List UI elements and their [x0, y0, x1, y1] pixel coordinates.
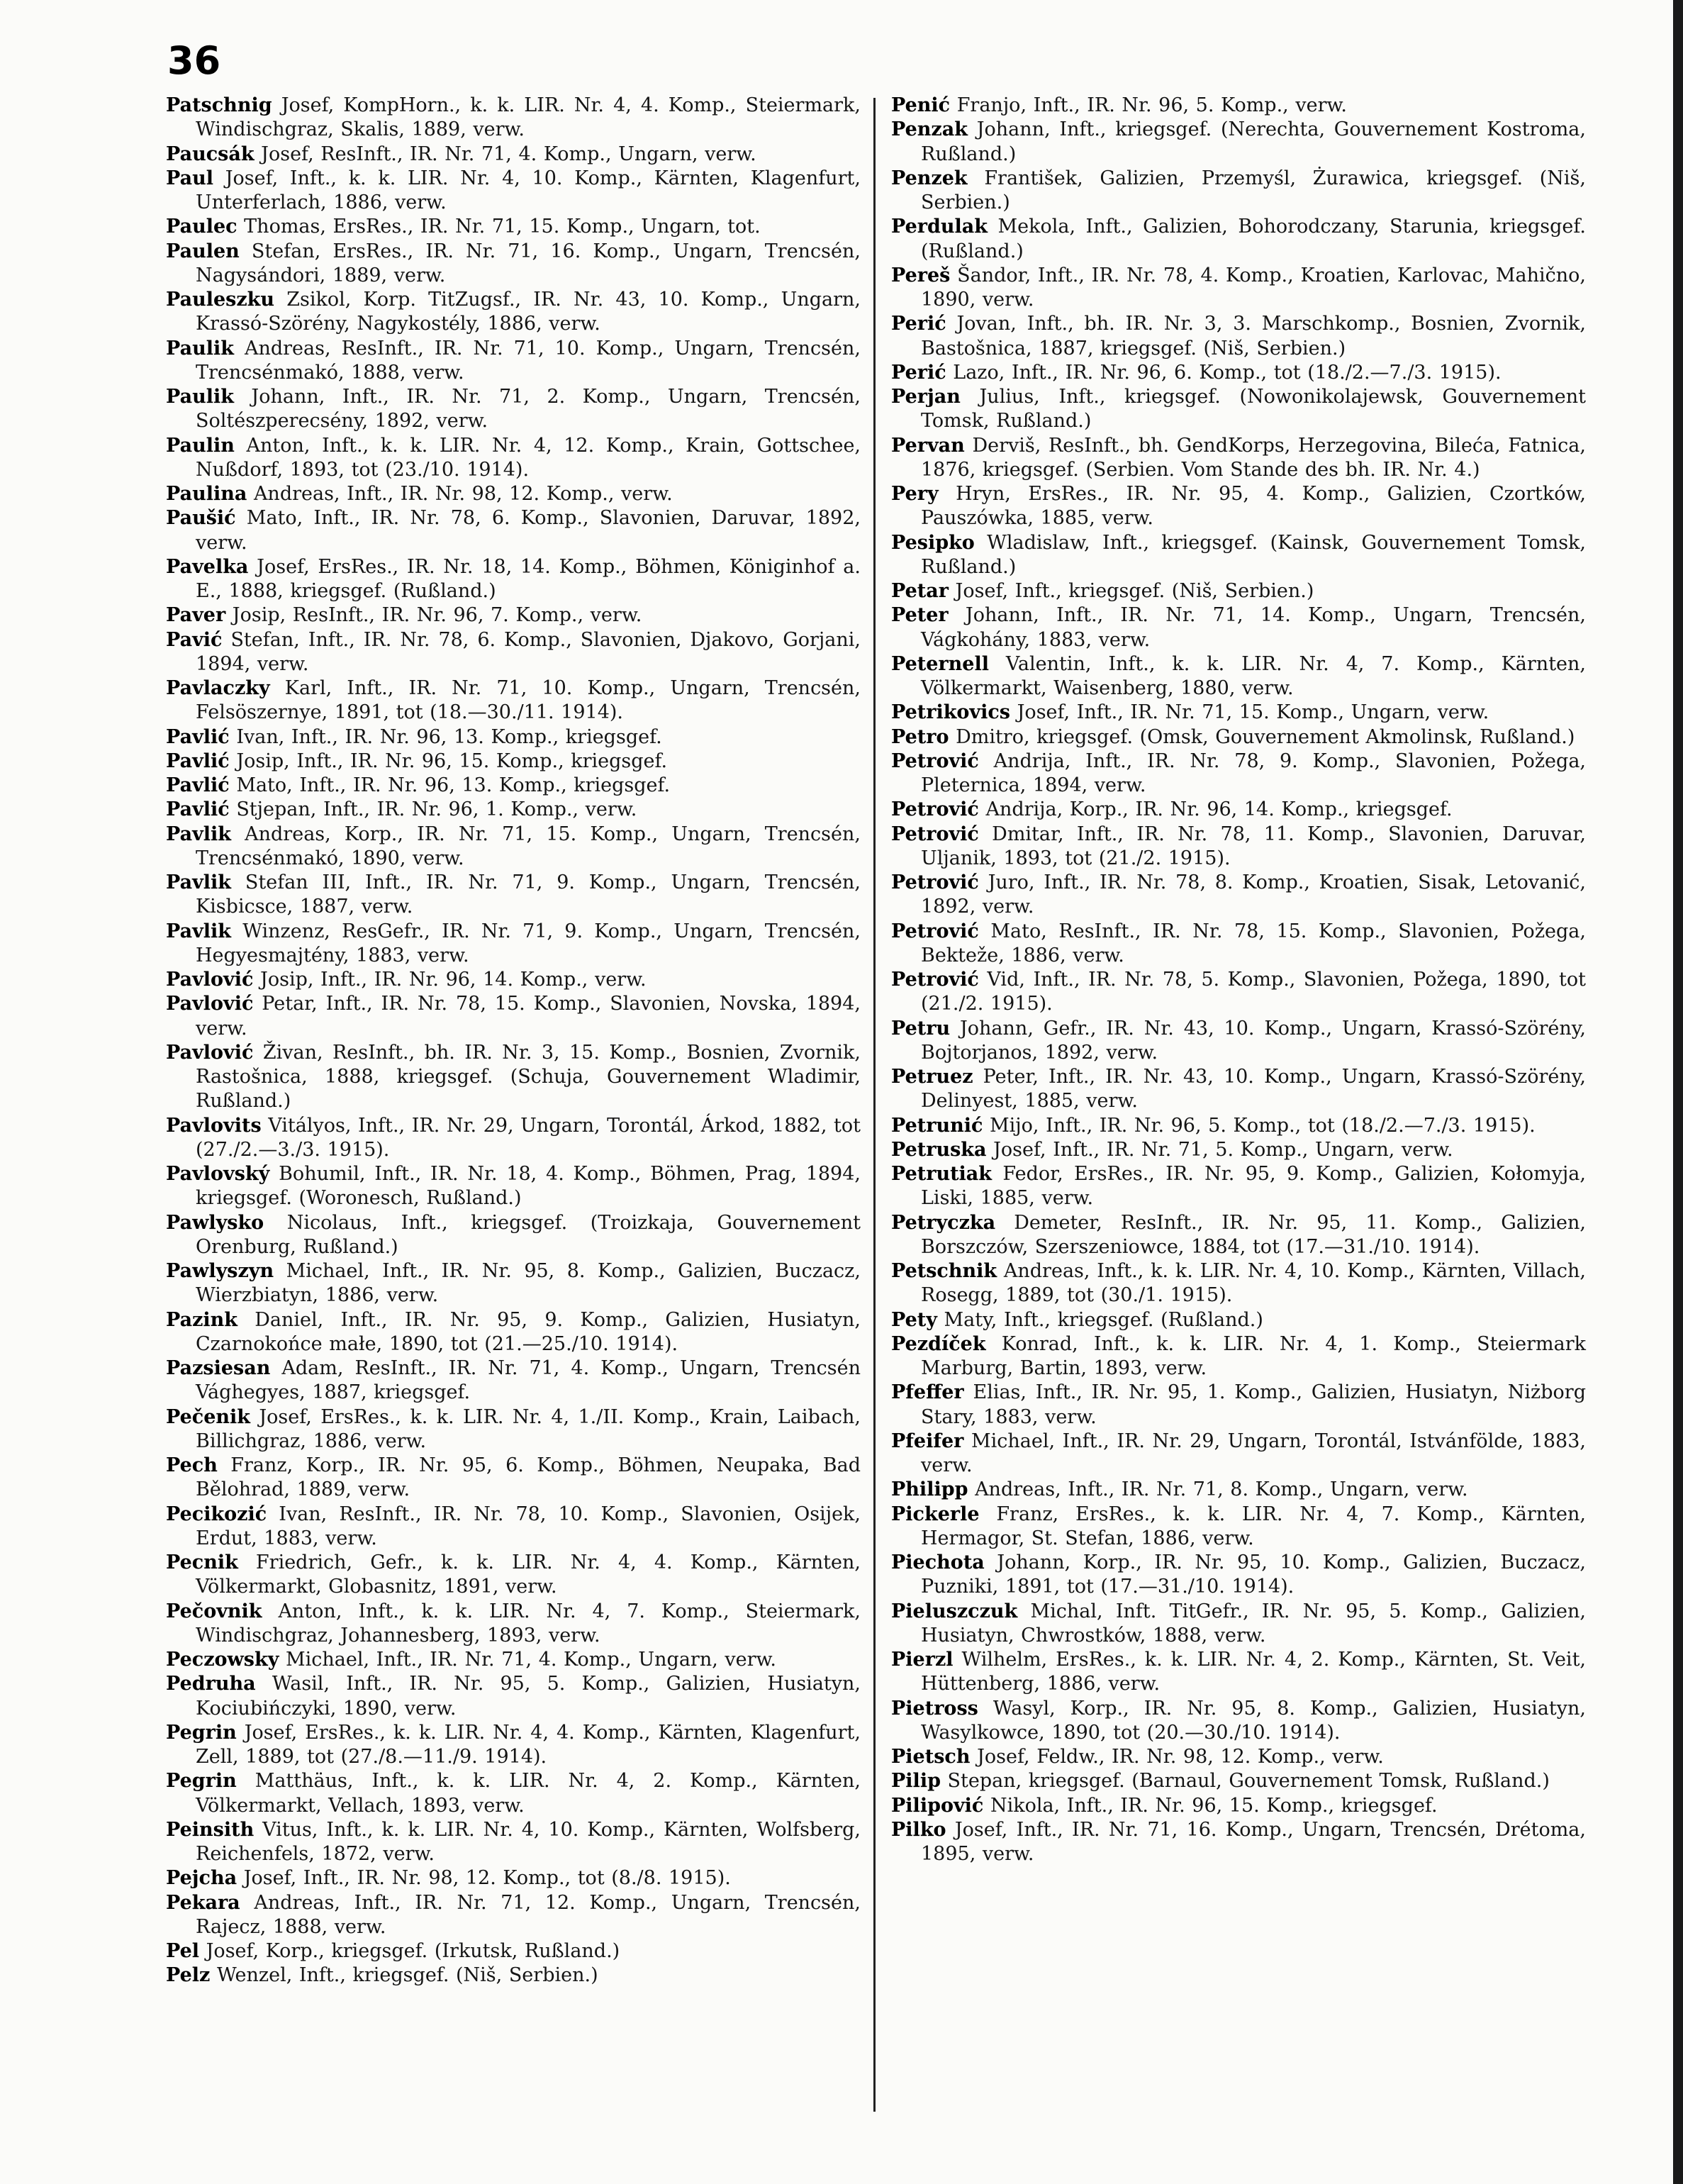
casualty-entry [166, 992, 861, 1041]
entry-details: Ivan, Inft., IR. Nr. 96, 13. Komp., kriegsgef. [236, 725, 662, 748]
casualty-entry [166, 167, 861, 216]
casualty-entry [166, 750, 861, 774]
entry-details: Ivan, ResInft., IR. Nr. 78, 10. Komp., Slavonien, Osijek, Erdut, 1883, verw. [196, 1503, 861, 1549]
entry-surname: Pekara [166, 1891, 240, 1914]
entry-details: Josip, Inft., IR. Nr. 96, 15. Komp., kriegsgef. [236, 750, 668, 772]
casualty-entry [891, 264, 1586, 313]
entry-surname: Petrović [891, 750, 979, 772]
casualty-entry [166, 920, 861, 969]
casualty-entry [891, 215, 1586, 264]
entry-surname: Pery [891, 483, 939, 505]
entry-surname: Perdulak [891, 216, 988, 238]
entry-surname: Pavlik [166, 823, 231, 845]
casualty-entry [891, 1478, 1586, 1502]
entry-surname: Pawlyszyn [166, 1260, 274, 1282]
casualty-entry [891, 1065, 1586, 1114]
entry-details: Johann, Inft., IR. Nr. 71, 14. Komp., Ungarn, Trencsén, Vágkohány, 1883, verw. [921, 604, 1586, 651]
entry-details: Dmitro, kriegsgef. (Omsk, Gouvernement Akmolinsk, Rußland.) [956, 725, 1575, 748]
casualty-entry [166, 823, 861, 871]
entry-details: Josef, Inft., IR. Nr. 71, 15. Komp., Ungarn, verw. [1017, 701, 1489, 724]
entry-details: Josef, Inft., IR. Nr. 98, 12. Komp., tot (8./8. 1915). [243, 1867, 731, 1890]
entry-details: Bohumil, Inft., IR. Nr. 18, 4. Komp., Böhmen, Prag, 1894, kriegsgef. (Woronesch, Rußland.) [196, 1163, 861, 1210]
casualty-entry [166, 725, 861, 750]
entry-surname: Paušić [166, 507, 236, 530]
casualty-entry [166, 1114, 861, 1163]
entry-surname: Perić [891, 313, 946, 335]
casualty-entry [891, 798, 1586, 822]
left-column [166, 94, 861, 1988]
casualty-entry [166, 1551, 861, 1600]
entry-details: Michael, Inft., IR. Nr. 71, 4. Komp., Ungarn, verw. [285, 1649, 777, 1671]
casualty-entry [166, 434, 861, 483]
entry-surname: Petruez [891, 1066, 973, 1088]
casualty-entry [891, 871, 1586, 920]
entry-surname: Paulik [166, 337, 234, 360]
entry-surname: Pfeifer [891, 1430, 964, 1452]
entry-surname: Pavlić [166, 774, 230, 796]
entry-details: Stefan, ErsRes., IR. Nr. 71, 16. Komp., Ungarn, Trencsén, Nagysándori, 1889, verw. [196, 240, 861, 286]
casualty-entry [891, 652, 1586, 701]
casualty-entry [166, 628, 861, 677]
casualty-entry [891, 1697, 1586, 1746]
entry-details: Adam, ResInft., IR. Nr. 71, 4. Komp., Ungarn, Trencsén Vághegyes, 1887, kriegsgef. [196, 1357, 861, 1404]
casualty-entry [891, 1769, 1586, 1793]
entry-details: Johann, Inft., kriegsgef. (Nerechta, Gouvernement Kostroma, Rußland.) [921, 118, 1586, 165]
casualty-entry [166, 555, 861, 604]
entry-details: Mato, ResInft., IR. Nr. 78, 15. Komp., Slavonien, Požega, Bekteže, 1886, verw. [921, 920, 1586, 966]
entry-surname: Pecikozić [166, 1503, 267, 1525]
entry-surname: Pavlović [166, 969, 254, 991]
casualty-entry [166, 482, 861, 506]
page-edge-shadow [1673, 0, 1683, 2184]
entry-surname: Pickerle [891, 1503, 980, 1525]
entry-surname: Paulik [166, 386, 234, 408]
entry-details: Andrija, Inft., IR. Nr. 78, 9. Komp., Slavonien, Požega, Pleternica, 1894, verw. [921, 750, 1586, 796]
entry-surname: Petrović [891, 920, 979, 942]
entry-surname: Peczowsky [166, 1649, 279, 1671]
entry-details: Mijo, Inft., IR. Nr. 96, 5. Komp., tot (18./2.—7./3. 1915). [990, 1114, 1536, 1137]
entry-details: Karl, Inft., IR. Nr. 71, 10. Komp., Ungarn, Trencsén, Felsöszernye, 1891, tot (18.—30./11. 1914). [196, 677, 861, 724]
entry-details: Hryn, ErsRes., IR. Nr. 95, 4. Komp., Galizien, Czortków, Pauszówka, 1885, verw. [921, 483, 1586, 530]
entry-surname: Pech [166, 1454, 218, 1476]
casualty-entry [166, 1866, 861, 1890]
casualty-entry [166, 1259, 861, 1308]
entry-details: Andreas, Inft., k. k. LIR. Nr. 4, 10. Komp., Kärnten, Villach, Rosegg, 1889, tot (30./1. 1915). [921, 1260, 1586, 1307]
casualty-entry [891, 603, 1586, 652]
entry-details: Wilhelm, ErsRes., k. k. LIR. Nr. 4, 2. Komp., Kärnten, St. Veit, Hüttenberg, 1886, verw. [921, 1649, 1586, 1695]
entry-details: Johann, Gefr., IR. Nr. 43, 10. Komp., Ungarn, Krassó-Szörény, Bojtorjanos, 1892, verw. [921, 1017, 1586, 1064]
entry-surname: Pietross [891, 1697, 978, 1720]
entry-surname: Pervan [891, 434, 965, 457]
entry-surname: Pavelka [166, 555, 249, 578]
entry-surname: Pel [166, 1940, 200, 1962]
entry-surname: Petryczka [891, 1211, 996, 1234]
entry-details: Wladislaw, Inft., kriegsgef. (Kainsk, Gouvernement Tomsk, Rußland.) [921, 531, 1586, 578]
entry-surname: Paver [166, 604, 226, 627]
entry-details: Jovan, Inft., bh. IR. Nr. 3, 3. Marschkomp., Bosnien, Zvornik, Bastošnica, 1887, kriegsgef. (Niš, Serbien.) [921, 313, 1586, 360]
entry-surname: Pesipko [891, 531, 975, 554]
entry-details: Juro, Inft., IR. Nr. 78, 8. Komp., Kroatien, Sisak, Letovanić, 1892, verw. [921, 871, 1586, 918]
casualty-entry [166, 1939, 861, 1963]
entry-surname: Pereš [891, 264, 951, 286]
entry-details: Petar, Inft., IR. Nr. 78, 15. Komp., Slavonien, Novska, 1894, verw. [196, 993, 861, 1040]
entry-surname: Pavlik [166, 871, 231, 893]
entry-surname: Pejcha [166, 1867, 237, 1890]
entry-surname: Piechota [891, 1551, 985, 1573]
entry-details: Wasil, Inft., IR. Nr. 95, 5. Komp., Galizien, Husiatyn, Kociubińczyki, 1890, verw. [196, 1673, 861, 1720]
entry-surname: Paulina [166, 483, 247, 505]
casualty-entry [891, 385, 1586, 434]
entry-details: Josef, ErsRes., IR. Nr. 18, 14. Komp., Böhmen, Königinhof a. E., 1888, kriegsgef. (Rußland.) [196, 555, 861, 602]
casualty-entry [891, 531, 1586, 580]
entry-surname: Petrunić [891, 1114, 983, 1137]
entry-surname: Pelz [166, 1964, 211, 1987]
casualty-entry [891, 1114, 1586, 1138]
entry-surname: Pilipović [891, 1794, 984, 1817]
entry-details: Andreas, ResInft., IR. Nr. 71, 10. Komp., Ungarn, Trencsén, Trencsénmakó, 1888, verw. [196, 337, 861, 384]
entry-details: Vitus, Inft., k. k. LIR. Nr. 4, 10. Komp., Kärnten, Wolfsberg, Reichenfels, 1872, verw. [196, 1818, 861, 1865]
entry-surname: Pety [891, 1308, 937, 1331]
entry-surname: Peinsith [166, 1818, 255, 1841]
entry-details: Maty, Inft., kriegsgef. (Rußland.) [944, 1308, 1263, 1331]
entry-details: Matthäus, Inft., k. k. LIR. Nr. 4, 2. Komp., Kärnten, Völkermarkt, Vellach, 1893, verw. [196, 1770, 861, 1817]
casualty-entry [891, 750, 1586, 798]
entry-surname: Philipp [891, 1478, 968, 1501]
entry-details: Josef, ErsRes., k. k. LIR. Nr. 4, 4. Komp., Kärnten, Klagenfurt, Zell, 1889, tot (27./8.—11./9. 1914). [196, 1721, 861, 1768]
entry-details: Andreas, Inft., IR. Nr. 71, 12. Komp., Ungarn, Trencsén, Rajecz, 1888, verw. [196, 1891, 861, 1938]
casualty-entry [891, 1745, 1586, 1769]
casualty-entry [166, 1891, 861, 1940]
entry-details: Josip, ResInft., IR. Nr. 96, 7. Komp., verw. [232, 604, 642, 627]
casualty-entry [166, 1503, 861, 1551]
entry-details: Derviš, ResInft., bh. GendKorps, Herzegovina, Bileća, Fatnica, 1876, kriegsgef. (Serbien. Vom Stande des bh. IR. Nr. 4.) [921, 434, 1586, 481]
entry-surname: Pecnik [166, 1551, 238, 1573]
casualty-entry [166, 1600, 861, 1649]
casualty-entry [891, 1332, 1586, 1381]
entry-surname: Pavlić [166, 798, 230, 821]
casualty-entry [891, 167, 1586, 216]
entry-surname: Pazsiesan [166, 1357, 271, 1379]
entry-details: Fedor, ErsRes., IR. Nr. 95, 9. Komp., Galizien, Kołomyja, Liski, 1885, verw. [921, 1163, 1586, 1210]
entry-details: Winzenz, ResGefr., IR. Nr. 71, 9. Komp., Ungarn, Trencsén, Hegyesmajtény, 1883, verw. [196, 920, 861, 966]
casualty-entry [891, 579, 1586, 603]
entry-details: Michael, Inft., IR. Nr. 29, Ungarn, Torontál, Istvánfölde, 1883, verw. [921, 1430, 1586, 1476]
entry-details: Franz, Korp., IR. Nr. 95, 6. Komp., Böhmen, Neupaka, Bad Bělohrad, 1889, verw. [196, 1454, 861, 1501]
entry-details: Demeter, ResInft., IR. Nr. 95, 11. Komp., Galizien, Borszczów, Szerszeniowce, 1884, tot (17.—31./10. 1914). [921, 1211, 1586, 1258]
entry-surname: Petruska [891, 1138, 987, 1161]
casualty-entry [166, 1162, 861, 1211]
entry-surname: Petrović [891, 871, 979, 893]
entry-details: Anton, Inft., k. k. LIR. Nr. 4, 12. Komp., Krain, Gottschee, Nußdorf, 1893, tot (23./10. 1914). [196, 434, 861, 481]
casualty-entry [891, 1794, 1586, 1818]
entry-surname: Pavlović [166, 1041, 254, 1064]
casualty-entry [891, 1138, 1586, 1162]
entry-details: Josef, ResInft., IR. Nr. 71, 4. Komp., Ungarn, verw. [261, 143, 756, 165]
entry-surname: Pawlysko [166, 1211, 264, 1234]
entry-surname: Pieluszczuk [891, 1600, 1018, 1622]
casualty-entry [891, 1259, 1586, 1308]
casualty-entry [166, 1963, 861, 1988]
casualty-entry [166, 968, 861, 992]
entry-surname: Petrović [891, 823, 979, 845]
entry-surname: Paulen [166, 240, 240, 262]
casualty-entry [891, 1017, 1586, 1066]
casualty-entry [166, 1648, 861, 1672]
entry-surname: Pavić [166, 628, 223, 651]
entry-surname: Penzek [891, 167, 968, 189]
casualty-entry [891, 1308, 1586, 1332]
casualty-entry [891, 312, 1586, 361]
entry-surname: Pegrin [166, 1770, 237, 1793]
casualty-entry [891, 361, 1586, 385]
entry-details: Josef, Inft., IR. Nr. 71, 16. Komp., Ungarn, Trencsén, Drétoma, 1895, verw. [921, 1818, 1586, 1865]
casualty-entry [166, 603, 861, 628]
casualty-entry [166, 1721, 861, 1770]
casualty-entry [891, 1600, 1586, 1649]
entry-surname: Peternell [891, 652, 989, 675]
entry-surname: Pavlović [166, 993, 254, 1015]
entry-surname: Petrutiak [891, 1163, 993, 1185]
entry-details: Daniel, Inft., IR. Nr. 95, 9. Komp., Galizien, Husiatyn, Czarnokońce małe, 1890, tot (21.—25./10. 1914). [196, 1308, 861, 1355]
entry-details: Šandor, Inft., IR. Nr. 78, 4. Komp., Kroatien, Karlovac, Mahično, 1890, verw. [921, 264, 1586, 311]
entry-details: Stefan, Inft., IR. Nr. 78, 6. Komp., Slavonien, Djakovo, Gorjani, 1894, verw. [196, 628, 861, 675]
entry-details: Michal, Inft. TitGefr., IR. Nr. 95, 5. Komp., Galizien, Husiatyn, Chwrostków, 1888, verw. [921, 1600, 1586, 1647]
entry-details: Andreas, Korp., IR. Nr. 71, 15. Komp., Ungarn, Trencsén, Trencsénmakó, 1890, verw. [196, 823, 861, 869]
casualty-entry [166, 240, 861, 289]
casualty-entry [891, 968, 1586, 1017]
entry-details: Zsikol, Korp. TitZugsf., IR. Nr. 43, 10. Komp., Ungarn, Krassó-Szörény, Nagykostély, 1886, verw. [196, 289, 861, 335]
entry-surname: Perić [891, 361, 946, 384]
entry-details: Michael, Inft., IR. Nr. 95, 8. Komp., Galizien, Buczacz, Wierzbiatyn, 1886, verw. [196, 1260, 861, 1307]
entry-details: Stefan III, Inft., IR. Nr. 71, 9. Komp., Ungarn, Trencsén, Kisbicsce, 1887, verw. [196, 871, 861, 918]
entry-details: Josef, KompHorn., k. k. LIR. Nr. 4, 4. Komp., Steiermark, Windischgraz, Skalis, 1889, verw. [196, 94, 861, 141]
casualty-entry [166, 871, 861, 920]
casualty-entry [891, 1503, 1586, 1551]
casualty-entry [166, 1405, 861, 1454]
entry-details: Josef, ErsRes., k. k. LIR. Nr. 4, 1./II. Komp., Krain, Laibach, Billichgraz, 1886, verw. [196, 1405, 861, 1452]
entry-surname: Pezdíček [891, 1332, 986, 1355]
entry-details: Josef, Feldw., IR. Nr. 98, 12. Komp., verw. [977, 1746, 1384, 1768]
entry-details: František, Galizien, Przemyśl, Żurawica, kriegsgef. (Niš, Serbien.) [921, 167, 1586, 213]
entry-details: Wasyl, Korp., IR. Nr. 95, 8. Komp., Galizien, Husiatyn, Wasylkowce, 1890, tot (20.—30./10. 1914). [921, 1697, 1586, 1744]
entry-surname: Pečovnik [166, 1600, 262, 1622]
casualty-entry [166, 215, 861, 239]
casualty-entry [891, 434, 1586, 483]
casualty-entry [891, 1381, 1586, 1430]
column-divider [873, 98, 876, 2112]
entry-surname: Penzak [891, 118, 968, 141]
casualty-entry [166, 1041, 861, 1114]
entry-surname: Pavlovský [166, 1163, 270, 1185]
right-column [891, 94, 1586, 1866]
casualty-entry [891, 1818, 1586, 1867]
casualty-entry [891, 1648, 1586, 1697]
entry-details: Josef, Inft., kriegsgef. (Niš, Serbien.) [955, 580, 1314, 602]
casualty-entry [166, 288, 861, 337]
entry-surname: Peter [891, 604, 949, 627]
entry-details: Valentin, Inft., k. k. LIR. Nr. 4, 7. Komp., Kärnten, Völkermarkt, Waisenberg, 1880, verw. [921, 652, 1586, 699]
casualty-entry [891, 725, 1586, 750]
entry-details: Stjepan, Inft., IR. Nr. 96, 1. Komp., verw. [236, 798, 637, 821]
entry-surname: Pegrin [166, 1721, 237, 1744]
casualty-entry [891, 823, 1586, 871]
entry-details: Stepan, kriegsgef. (Barnaul, Gouvernement Tomsk, Rußland.) [947, 1770, 1550, 1793]
casualty-entry [166, 1454, 861, 1503]
entry-details: Anton, Inft., k. k. LIR. Nr. 4, 7. Komp., Steiermark, Windischgraz, Johannesberg, 1893, verw. [196, 1600, 861, 1647]
entry-details: Mato, Inft., IR. Nr. 96, 13. Komp., kriegsgef. [236, 774, 671, 796]
entry-details: Konrad, Inft., k. k. LIR. Nr. 4, 1. Komp., Steiermark Marburg, Bartin, 1893, verw. [921, 1332, 1586, 1379]
casualty-entry [166, 1308, 861, 1357]
casualty-entry [166, 798, 861, 822]
entry-surname: Pilko [891, 1818, 946, 1841]
entry-surname: Pauleszku [166, 289, 275, 311]
entry-surname: Pavlaczky [166, 677, 270, 699]
entry-surname: Petrović [891, 969, 979, 991]
casualty-entry [891, 920, 1586, 969]
casualty-entry [166, 506, 861, 555]
entry-surname: Petrović [891, 798, 979, 821]
casualty-entry [891, 1162, 1586, 1211]
entry-surname: Petar [891, 580, 949, 602]
entry-details: Živan, ResInft., bh. IR. Nr. 3, 15. Komp., Bosnien, Zvornik, Rastošnica, 1888, kriegsgef. (Schuja, Gouvernement Wladimir, Rußland.) [196, 1041, 861, 1113]
entry-surname: Pazink [166, 1308, 237, 1331]
casualty-entry [891, 701, 1586, 725]
entry-details: Peter, Inft., IR. Nr. 43, 10. Komp., Ungarn, Krassó-Szörény, Delinyest, 1885, verw. [921, 1066, 1586, 1113]
entry-surname: Paulec [166, 216, 237, 238]
casualty-entry [891, 1430, 1586, 1478]
entry-surname: Pfeffer [891, 1381, 964, 1404]
casualty-entry [166, 1818, 861, 1867]
entry-surname: Pietsch [891, 1746, 971, 1768]
entry-surname: Paulin [166, 434, 235, 457]
entry-details: Josef, Korp., kriegsgef. (Irkutsk, Rußland.) [206, 1940, 620, 1962]
entry-surname: Petschnik [891, 1260, 997, 1282]
entry-details: Andreas, Inft., IR. Nr. 71, 8. Komp., Ungarn, verw. [975, 1478, 1468, 1501]
entry-details: Mato, Inft., IR. Nr. 78, 6. Komp., Slavonien, Daruvar, 1892, verw. [196, 507, 861, 554]
entry-surname: Pilip [891, 1770, 941, 1793]
entry-surname: Pavlovits [166, 1114, 262, 1137]
entry-surname: Pavlić [166, 750, 230, 772]
casualty-entry [166, 676, 861, 725]
casualty-entry [891, 1211, 1586, 1260]
casualty-entry [166, 1769, 861, 1818]
entry-details: Franz, ErsRes., k. k. LIR. Nr. 4, 7. Komp., Kärnten, Hermagor, St. Stefan, 1886, verw. [921, 1503, 1586, 1549]
entry-details: Friedrich, Gefr., k. k. LIR. Nr. 4, 4. Komp., Kärnten, Völkermarkt, Globasnitz, 1891, verw. [196, 1551, 861, 1598]
entry-details: Josef, Inft., k. k. LIR. Nr. 4, 10. Komp., Kärnten, Klagenfurt, Unterferlach, 1886, verw. [196, 167, 861, 213]
casualty-entry [166, 1672, 861, 1721]
entry-details: Dmitar, Inft., IR. Nr. 78, 11. Komp., Slavonien, Daruvar, Uljanik, 1893, tot (21./2. 1915). [921, 823, 1586, 869]
entry-surname: Paucsák [166, 143, 255, 165]
entry-details: Andrija, Korp., IR. Nr. 96, 14. Komp., kriegsgef. [985, 798, 1453, 821]
entry-surname: Petro [891, 725, 949, 748]
casualty-entry [891, 94, 1586, 118]
entry-details: Andreas, Inft., IR. Nr. 98, 12. Komp., verw. [253, 483, 673, 505]
entry-surname: Perjan [891, 386, 961, 408]
entry-surname: Pavlić [166, 725, 230, 748]
entry-surname: Patschnig [166, 94, 272, 116]
casualty-entry [166, 385, 861, 434]
entry-details: Nicolaus, Inft., kriegsgef. (Troizkaja, Gouvernement Orenburg, Rußland.) [196, 1211, 861, 1258]
entry-details: Vid, Inft., IR. Nr. 78, 5. Komp., Slavonien, Požega, 1890, tot (21./2. 1915). [921, 969, 1586, 1015]
casualty-entry [166, 337, 861, 386]
entry-details: Thomas, ErsRes., IR. Nr. 71, 15. Komp., Ungarn, tot. [244, 216, 761, 238]
entry-details: Vitályos, Inft., IR. Nr. 29, Ungarn, Torontál, Árkod, 1882, tot (27./2.—3./3. 1915). [196, 1114, 861, 1161]
entry-details: Lazo, Inft., IR. Nr. 96, 6. Komp., tot (18./2.—7./3. 1915). [953, 361, 1502, 384]
casualty-entry [166, 143, 861, 167]
entry-surname: Penić [891, 94, 951, 116]
casualty-entry [891, 1551, 1586, 1600]
page-number: 36 [167, 38, 221, 83]
casualty-entry [166, 1356, 861, 1405]
entry-details: Wenzel, Inft., kriegsgef. (Niš, Serbien.) [216, 1964, 598, 1987]
entry-surname: Pierzl [891, 1649, 954, 1671]
entry-surname: Paul [166, 167, 213, 189]
entry-surname: Pedruha [166, 1673, 256, 1695]
entry-details: Nikola, Inft., IR. Nr. 96, 15. Komp., kriegsgef. [990, 1794, 1438, 1817]
entry-details: Franjo, Inft., IR. Nr. 96, 5. Komp., verw. [956, 94, 1347, 116]
casualty-entry [166, 94, 861, 143]
entry-surname: Petru [891, 1017, 951, 1040]
casualty-entry [166, 1211, 861, 1260]
casualty-entry [891, 118, 1586, 167]
entry-surname: Pečenik [166, 1405, 250, 1428]
entry-details: Mekola, Inft., Galizien, Bohorodczany, Starunia, kriegsgef. (Rußland.) [921, 216, 1586, 262]
entry-details: Josef, Inft., IR. Nr. 71, 5. Komp., Ungarn, verw. [993, 1138, 1453, 1161]
entry-surname: Petrikovics [891, 701, 1011, 724]
entry-details: Johann, Korp., IR. Nr. 95, 10. Komp., Galizien, Buczacz, Puzniki, 1891, tot (17.—31./10. 1914). [921, 1551, 1586, 1598]
entry-surname: Pavlik [166, 920, 231, 942]
entry-details: Josip, Inft., IR. Nr. 96, 14. Komp., verw. [260, 969, 647, 991]
casualty-entry [891, 482, 1586, 531]
entry-details: Johann, Inft., IR. Nr. 71, 2. Komp., Ungarn, Trencsén, Soltészperecsény, 1892, verw. [196, 386, 861, 433]
entry-details: Julius, Inft., kriegsgef. (Nowonikolajewsk, Gouvernement Tomsk, Rußland.) [921, 386, 1586, 433]
casualty-entry [166, 774, 861, 798]
entry-details: Elias, Inft., IR. Nr. 95, 1. Komp., Galizien, Husiatyn, Niżborg Stary, 1883, verw. [921, 1381, 1586, 1428]
